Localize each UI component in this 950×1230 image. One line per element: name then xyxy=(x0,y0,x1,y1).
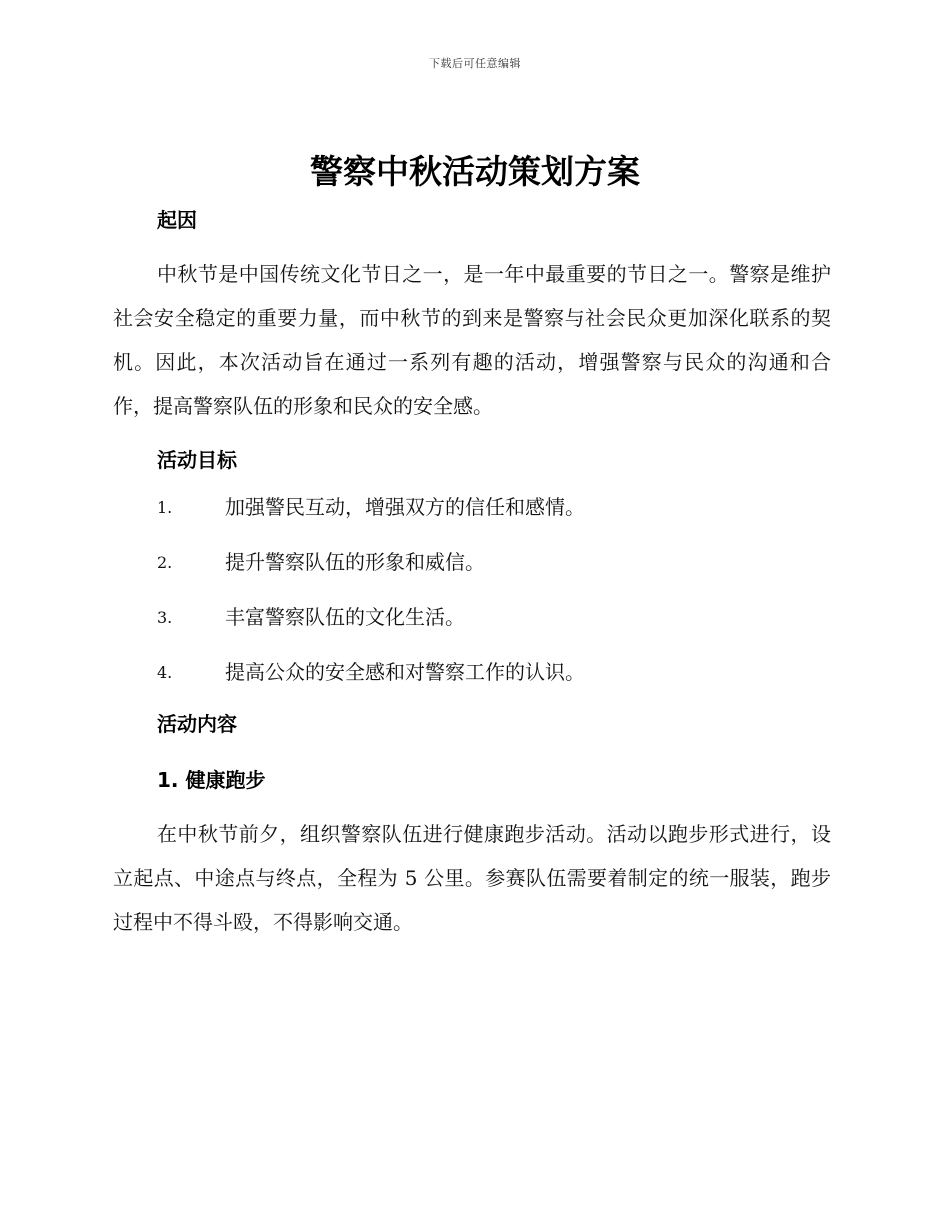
paragraph-cause: 中秋节是中国传统文化节日之一，是一年中最重要的节日之一。警察是维护社会安全稳定的重要力量，而中秋节的到来是警察与社会民众更加深化联系的契机。因此，本次活动旨在通过一系列有趣的活动，增强警察与民众的沟通和合作，提高警察队伍的形象和民众的安全感。 xyxy=(113,262,831,418)
document-body xyxy=(113,200,831,944)
list-item-number: 4. xyxy=(157,663,173,682)
section-heading-cause: 起因 xyxy=(157,208,197,232)
list-item-text: 加强警民互动，增强双方的信任和感情。 xyxy=(225,495,585,519)
list-item xyxy=(113,535,831,590)
section-heading-content: 活动内容 xyxy=(157,712,237,736)
header-note: 下载后可任意编辑 xyxy=(429,57,521,70)
list-item-text: 提升警察队伍的形象和威信。 xyxy=(225,550,485,574)
list-item-text: 丰富警察队伍的文化生活。 xyxy=(225,605,465,629)
list-item-text: 提高公众的安全感和对警察工作的认识。 xyxy=(225,660,585,684)
list-item xyxy=(113,480,831,535)
goals-list xyxy=(113,480,831,700)
list-item-number: 1. xyxy=(157,498,173,517)
document-title: 警察中秋活动策划方案 xyxy=(310,152,640,191)
paragraph-running: 在中秋节前夕，组织警察队伍进行健康跑步活动。活动以跑步形式进行，设立起点、中途点与终点，全程为 5 公里。参赛队伍需要着制定的统一服装，跑步过程中不得斗殴，不得影响交通。 xyxy=(113,822,831,934)
list-item xyxy=(113,590,831,645)
subsection-heading-running: 1. 健康跑步 xyxy=(157,768,266,792)
list-item-number: 3. xyxy=(157,608,173,627)
section-heading-goals: 活动目标 xyxy=(157,448,237,472)
list-item-number: 2. xyxy=(157,553,173,572)
list-item xyxy=(113,645,831,700)
